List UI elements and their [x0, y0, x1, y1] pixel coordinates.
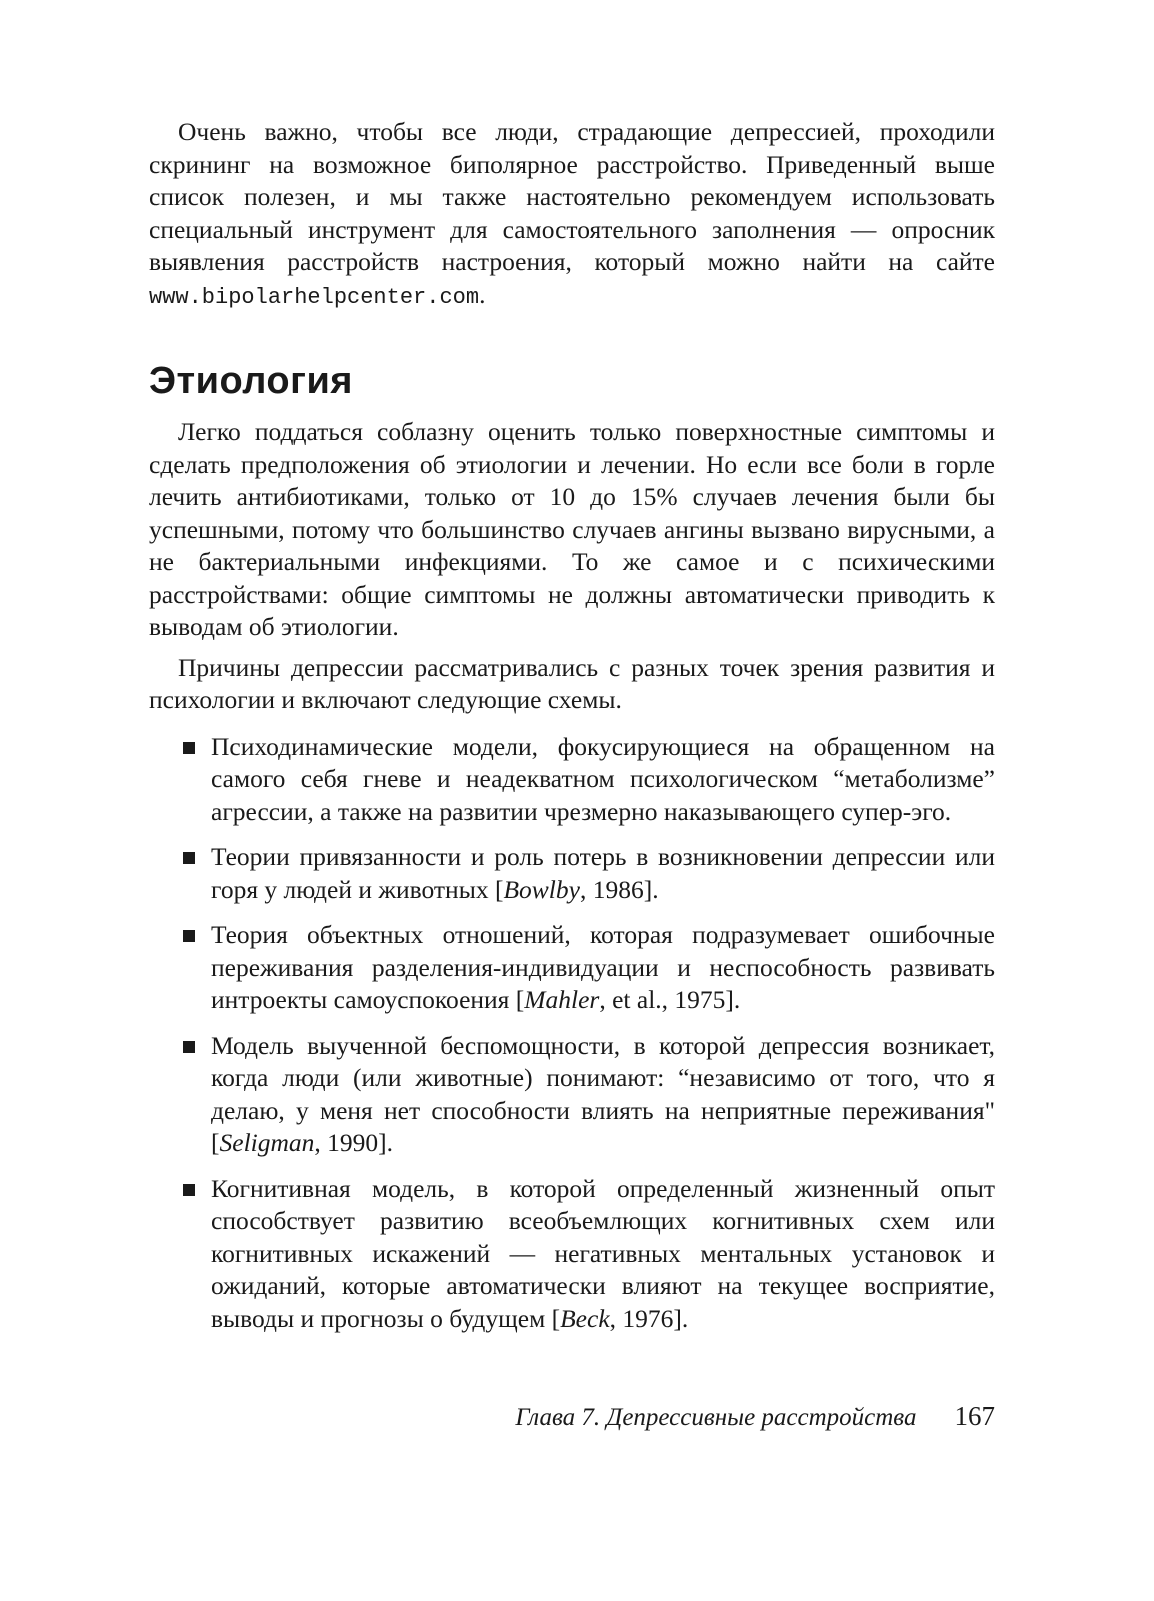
intro-text: Очень важно, чтобы все люди, страдающие депрессией, проходили скрининг на возможное биполярное расстройство. Приведенный выше список полезен, и мы также настоятельно рекомендуем использовать специальный инструмент для самостоятельного заполнения — опросник выявления расстройств настроения, который можно найти на сайте: [149, 117, 995, 276]
square-bullet-icon: [183, 742, 195, 754]
list-item-text: Теории привязанности и роль потерь в возникновении депрессии или горя у людей и животных: [211, 842, 995, 904]
body-paragraph: Легко поддаться соблазну оценить только поверхностные симптомы и сделать предположения об этиологии и лечении. Но если все боли в горле лечить антибиотиками, только от 10 до 15% случаев лечения были бы успешными, потому что большинство случаев ангины вызвано вирусными, а не бактериальными инфекциями. То же самое и с психическими расстройствами: общие симптомы не должны автоматически приводить к выводам об этиологии.: [149, 417, 995, 641]
list-item-text: Модель выученной беспомощности, в которой депрессия возникает, когда люди (или животные) понимают: “независимо от того, что я делаю, у меня нет способности влиять на неприятные переживания": [211, 1030, 995, 1125]
page-body: [149, 116, 995, 1348]
page-footer: [149, 1400, 995, 1434]
citation-open: [: [509, 985, 525, 1014]
citation-author: Bowlby: [503, 874, 580, 904]
intro-paragraph: [149, 116, 995, 314]
model-list: [149, 731, 995, 1336]
citation-year: , 1986].: [579, 874, 659, 904]
running-title: Глава 7. Депрессивные расстройства: [515, 1404, 917, 1431]
citation-open: [: [545, 1303, 561, 1333]
citation-open: [: [211, 1128, 220, 1157]
citation-year: , et al., 1975].: [599, 985, 741, 1014]
citation-author: Beck: [560, 1303, 610, 1333]
square-bullet-icon: [183, 1184, 195, 1196]
square-bullet-icon: [183, 930, 195, 942]
section-title: Этиология: [149, 360, 353, 402]
list-item: [149, 1173, 995, 1336]
list-item: [149, 1030, 995, 1160]
citation-year: , 1990].: [314, 1128, 394, 1157]
citation-year: , 1976].: [609, 1303, 689, 1333]
citation-author: Seligman: [219, 1128, 315, 1157]
list-item: [149, 731, 995, 829]
list-item-text: Теория объектных отношений, которая подразумевает ошибочные переживания разделения-индивидуации и неспособность развивать интроекты самоуспокоения: [211, 920, 995, 1014]
citation-open: [: [488, 874, 504, 904]
list-item-text: Психодинамические модели, фокусирующиеся на обращенном на самого себя гневе и неадекватном психологическом “метаболизме” агрессии, а также на развитии чрезмерно наказывающего супер-эго.: [211, 731, 995, 826]
body-paragraph: Причины депрессии рассматривались с разных точек зрения развития и психологии и включают следующие схемы.: [149, 652, 995, 714]
citation-author: Mahler: [524, 985, 600, 1014]
page-number: 167: [954, 1401, 995, 1431]
square-bullet-icon: [183, 1041, 195, 1053]
list-item-text: Когнитивная модель, в которой определенный жизненный опыт способствует развитию всеобъемлющих когнитивных схем или когнитивных искажений — негативных ментальных установок и ожиданий, которые автоматически влияют на текущее восприятие, выводы и прогнозы о будущем: [211, 1173, 995, 1333]
square-bullet-icon: [183, 852, 195, 864]
list-item: [149, 841, 995, 906]
intro-end: .: [479, 279, 486, 309]
list-item: [149, 919, 995, 1017]
website-link[interactable]: www.bipolarhelpcenter.com: [149, 284, 480, 310]
